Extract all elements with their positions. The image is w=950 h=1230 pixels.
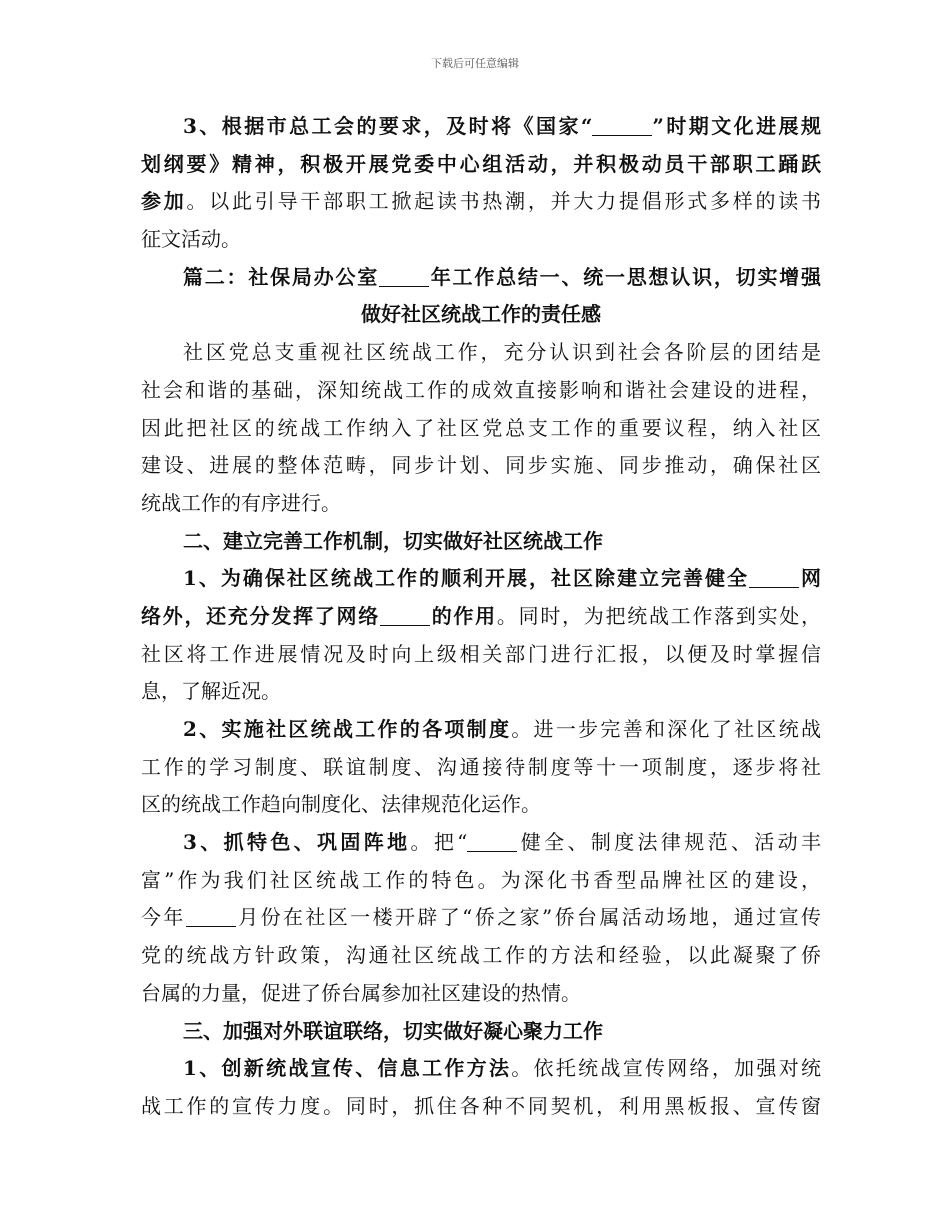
paragraph-6 — [141, 1050, 821, 1125]
text-line — [141, 183, 821, 221]
bold-text: 1、创新统战宣传、信息工作方法 — [183, 1056, 512, 1081]
heading-2: 二、建立完善工作机制，切实做好社区统战工作 — [183, 528, 603, 553]
fill-blank — [380, 603, 430, 626]
text-line: 工作的学习制度、联谊制度、沟通接待制度等十一项制度，逐步将社 — [141, 754, 821, 779]
body-text: 今年 — [141, 905, 186, 930]
section-title — [141, 259, 821, 334]
title-text: 篇二：社保局办公室 — [183, 264, 379, 289]
fill-blank — [186, 904, 236, 927]
text-line: 统战工作的有序进行。 — [141, 490, 341, 515]
text-line: 战工作的宣传力度。同时，抓住各种不同契机，利用黑板报、宣传窗 — [141, 1093, 821, 1118]
document-body — [141, 108, 821, 1126]
text-line: 建设、进展的整体范畴，同步计划、同步实施、同步推动，确保社区 — [141, 453, 821, 478]
title-text: 年工作总结一、统一思想认识，切实增强 — [429, 264, 821, 289]
bold-text: 2、实施社区统战工作的各项制度 — [183, 717, 512, 741]
text-line: 因此把社区的统战工作纳入了社区党总支工作的重要议程，纳入社区 — [141, 415, 821, 440]
text-line: 党的统战方针政策，沟通社区统战工作的方法和经验，以此凝聚了侨 — [141, 943, 821, 968]
text-line: 富”作为我们社区统战工作的特色。为深化书香型品牌社区的建设， — [141, 867, 821, 892]
title-line: 做好社区统战工作的责任感 — [361, 302, 601, 327]
body-text: 。把“ — [410, 830, 468, 855]
text-line: 息，了解近况。 — [141, 679, 281, 704]
body-text: 。进一步完善和深化了社区统战 — [511, 717, 822, 741]
text-line: 社区党总支重视社区统战工作，充分认识到社会各阶层的团结是 — [183, 340, 821, 365]
body-text: 健全、制度法律规范、活动丰 — [517, 830, 822, 855]
fill-blank — [467, 829, 517, 852]
text-line — [141, 711, 821, 749]
text-line: 台属的力量，促进了侨台属参加社区建设的热情。 — [141, 980, 581, 1005]
bold-text: 1、为确保社区统战工作的顺利开展，社区除建立完善健全 — [183, 566, 749, 591]
title-line — [141, 259, 821, 297]
bold-text: 网 — [799, 566, 822, 591]
text-line: 社区将工作进展情况及时向上级相关部门进行汇报，以便及时掌握信 — [141, 641, 821, 666]
page-header: 下载后可任意编辑 — [431, 57, 519, 70]
body-text: 。同时，为把统战工作落到实处， — [496, 603, 822, 628]
body-text: 月份在社区一楼开辟了“侨之家”侨台属活动场地，通过宣传 — [235, 905, 821, 930]
fill-blank — [379, 264, 429, 287]
text-line — [141, 108, 821, 146]
bold-text: 划纲要》精神，积极开展党委中心组活动，并积极动员干部职工踊跃 — [141, 151, 821, 176]
text-line — [141, 899, 821, 937]
text-line — [141, 146, 821, 184]
text-line — [141, 598, 821, 636]
text-line — [141, 824, 821, 862]
paragraph-2 — [141, 334, 821, 522]
body-text: 。依托统战宣传网络，加强对统 — [511, 1056, 822, 1081]
text-line — [141, 221, 821, 259]
paragraph-5 — [141, 824, 821, 1012]
paragraph-4 — [141, 711, 821, 824]
bold-text: ”时期文化进展规 — [652, 114, 821, 138]
fill-blank — [592, 113, 652, 136]
paragraph-3 — [141, 560, 821, 711]
bold-text: 参加 — [141, 189, 187, 214]
bold-text: 的作用 — [429, 603, 497, 628]
paragraph-1 — [141, 108, 821, 259]
body-text: 征文活动。 — [141, 227, 241, 252]
text-line: 社会和谐的基础，深知统战工作的成效直接影响和谐社会建设的进程， — [141, 377, 821, 402]
bold-text: 3、抓特色、巩固阵地 — [183, 830, 411, 855]
text-line: 区的统战工作趋向制度化、法律规范化运作。 — [141, 792, 541, 817]
heading-3: 三、加强对外联谊联络，切实做好凝心聚力工作 — [183, 1018, 603, 1043]
bold-text: 3、根据市总工会的要求，及时将《国家“ — [183, 114, 593, 138]
fill-blank — [749, 565, 799, 588]
body-text: 。以此引导干部职工掀起读书热潮，并大力提倡形式多样的读书 — [186, 189, 822, 214]
bold-text: 络外，还充分发挥了网络 — [141, 603, 380, 628]
text-line — [141, 1050, 821, 1088]
text-line — [141, 560, 821, 598]
